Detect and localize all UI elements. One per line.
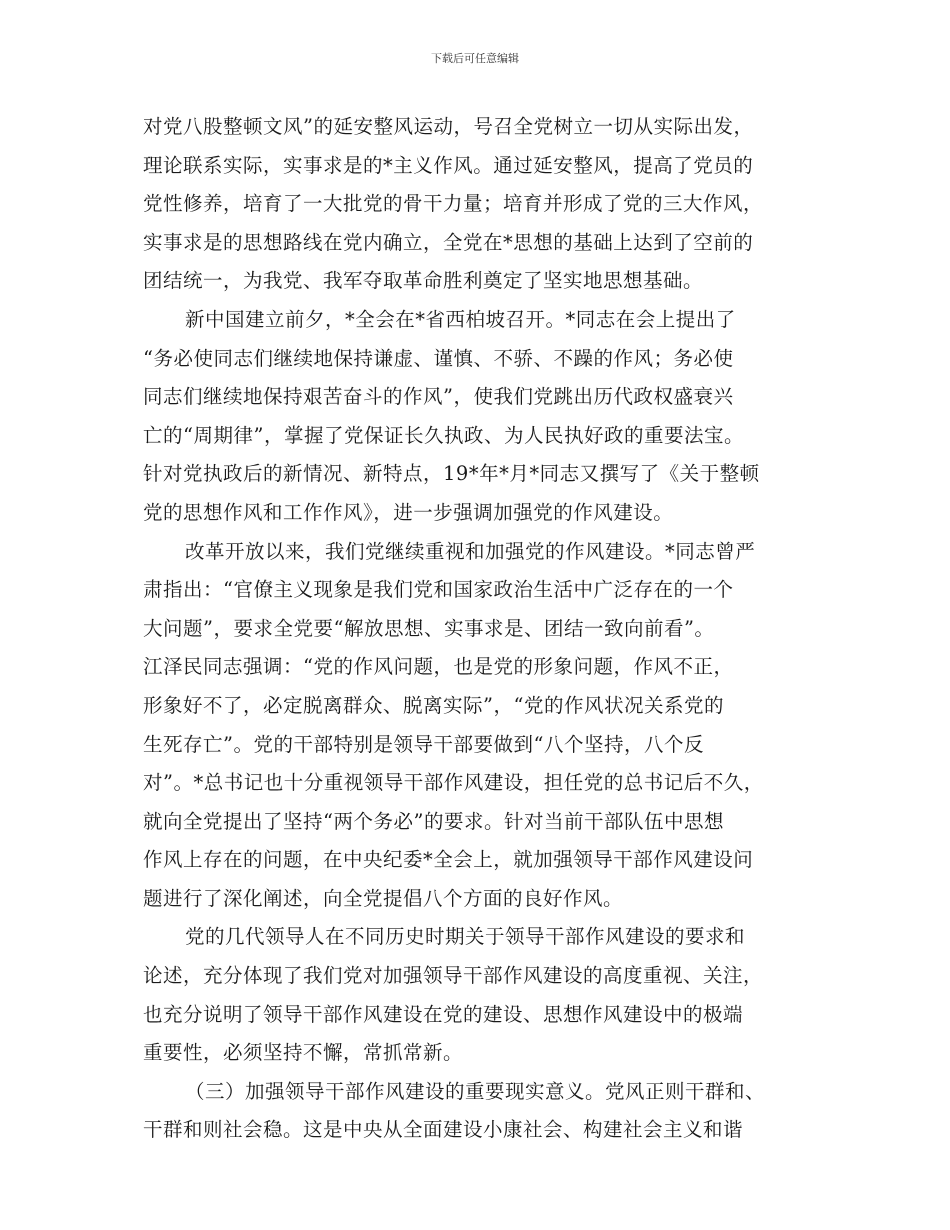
text-line: 团结统一，为我党、我军夺取革命胜利奠定了坚实地思想基础。 [143, 269, 704, 293]
text-line: 肃指出：“官僚主义现象是我们党和国家政治生活中广泛存在的一个 [143, 578, 734, 602]
text-line: 就向全党提出了坚持“两个务必”的要求。针对当前干部队伍中思想 [143, 809, 724, 833]
text-line: 理论联系实际，实事求是的*主义作风。通过延安整风，提高了党员的 [143, 153, 754, 177]
text-line: 大问题”，要求全党要“解放思想、实事求是、团结一致向前看”。 [143, 616, 715, 640]
text-line: 亡的“周期律”，掌握了党保证长久执政、为人民执好政的重要法宝。 [143, 423, 744, 447]
text-line: 江泽民同志强调：“党的作风问题，也是党的形象问题，作风不正， [143, 655, 734, 679]
text-line: 干群和则社会稳。这是中央从全面建设小康社会、构建社会主义和谐 [143, 1118, 744, 1142]
text-line: 对党八股整顿文风”的延安整风运动，号召全党树立一切从实际出发， [143, 115, 754, 138]
text-line: 实事求是的思想路线在党内确立，全党在*思想的基础上达到了空前的 [143, 230, 754, 254]
text-line: 新中国建立前夕，*全会在*省西柏坡召开。*同志在会上提出了 [185, 307, 736, 331]
text-line: 论述，充分体现了我们党对加强领导干部作风建设的高度重视、关注， [143, 964, 764, 988]
text-line: 作风上存在的问题，在中央纪委*全会上，就加强领导干部作风建设问 [143, 848, 754, 872]
text-line: 形象好不了，必定脱离群众、脱离实际”，“党的作风状况关系党的 [143, 693, 724, 717]
text-line: 题进行了深化阐述，向全党提倡八个方面的良好作风。 [143, 886, 624, 910]
text-line: （三）加强领导干部作风建设的重要现实意义。党风正则干群和、 [185, 1079, 766, 1103]
text-line: 生死存亡”。党的干部特别是领导干部要做到“八个坚持，八个反 [143, 732, 704, 756]
text-line: 党的思想作风和工作作风》，进一步强调加强党的作风建设。 [143, 500, 674, 524]
text-line: 改革开放以来，我们党继续重视和加强党的作风建设。*同志曾严 [185, 539, 756, 563]
text-line: 党性修养，培育了一大批党的骨干力量；培育并形成了党的三大作风， [143, 192, 764, 216]
text-line: 重要性，必须坚持不懈，常抓常新。 [143, 1041, 464, 1065]
text-line: 同志们继续地保持艰苦奋斗的作风”，使我们党跳出历代政权盛衰兴 [143, 385, 734, 409]
text-line: 党的几代领导人在不同历史时期关于领导干部作风建设的要求和 [185, 925, 746, 949]
text-line: 针对党执政后的新情况、新特点，19*年*月*同志又撰写了《关于整顿 [143, 462, 760, 486]
text-line: “务必使同志们继续地保持谦虚、谨慎、不骄、不躁的作风；务必使 [143, 346, 734, 370]
text-line: 对”。*总书记也十分重视领导干部作风建设，担任党的总书记后不久， [143, 771, 764, 795]
text-line: 也充分说明了领导干部作风建设在党的建设、思想作风建设中的极端 [143, 1002, 744, 1026]
page-header: 下载后可任意编辑 [431, 52, 519, 65]
document-body [143, 108, 823, 1150]
